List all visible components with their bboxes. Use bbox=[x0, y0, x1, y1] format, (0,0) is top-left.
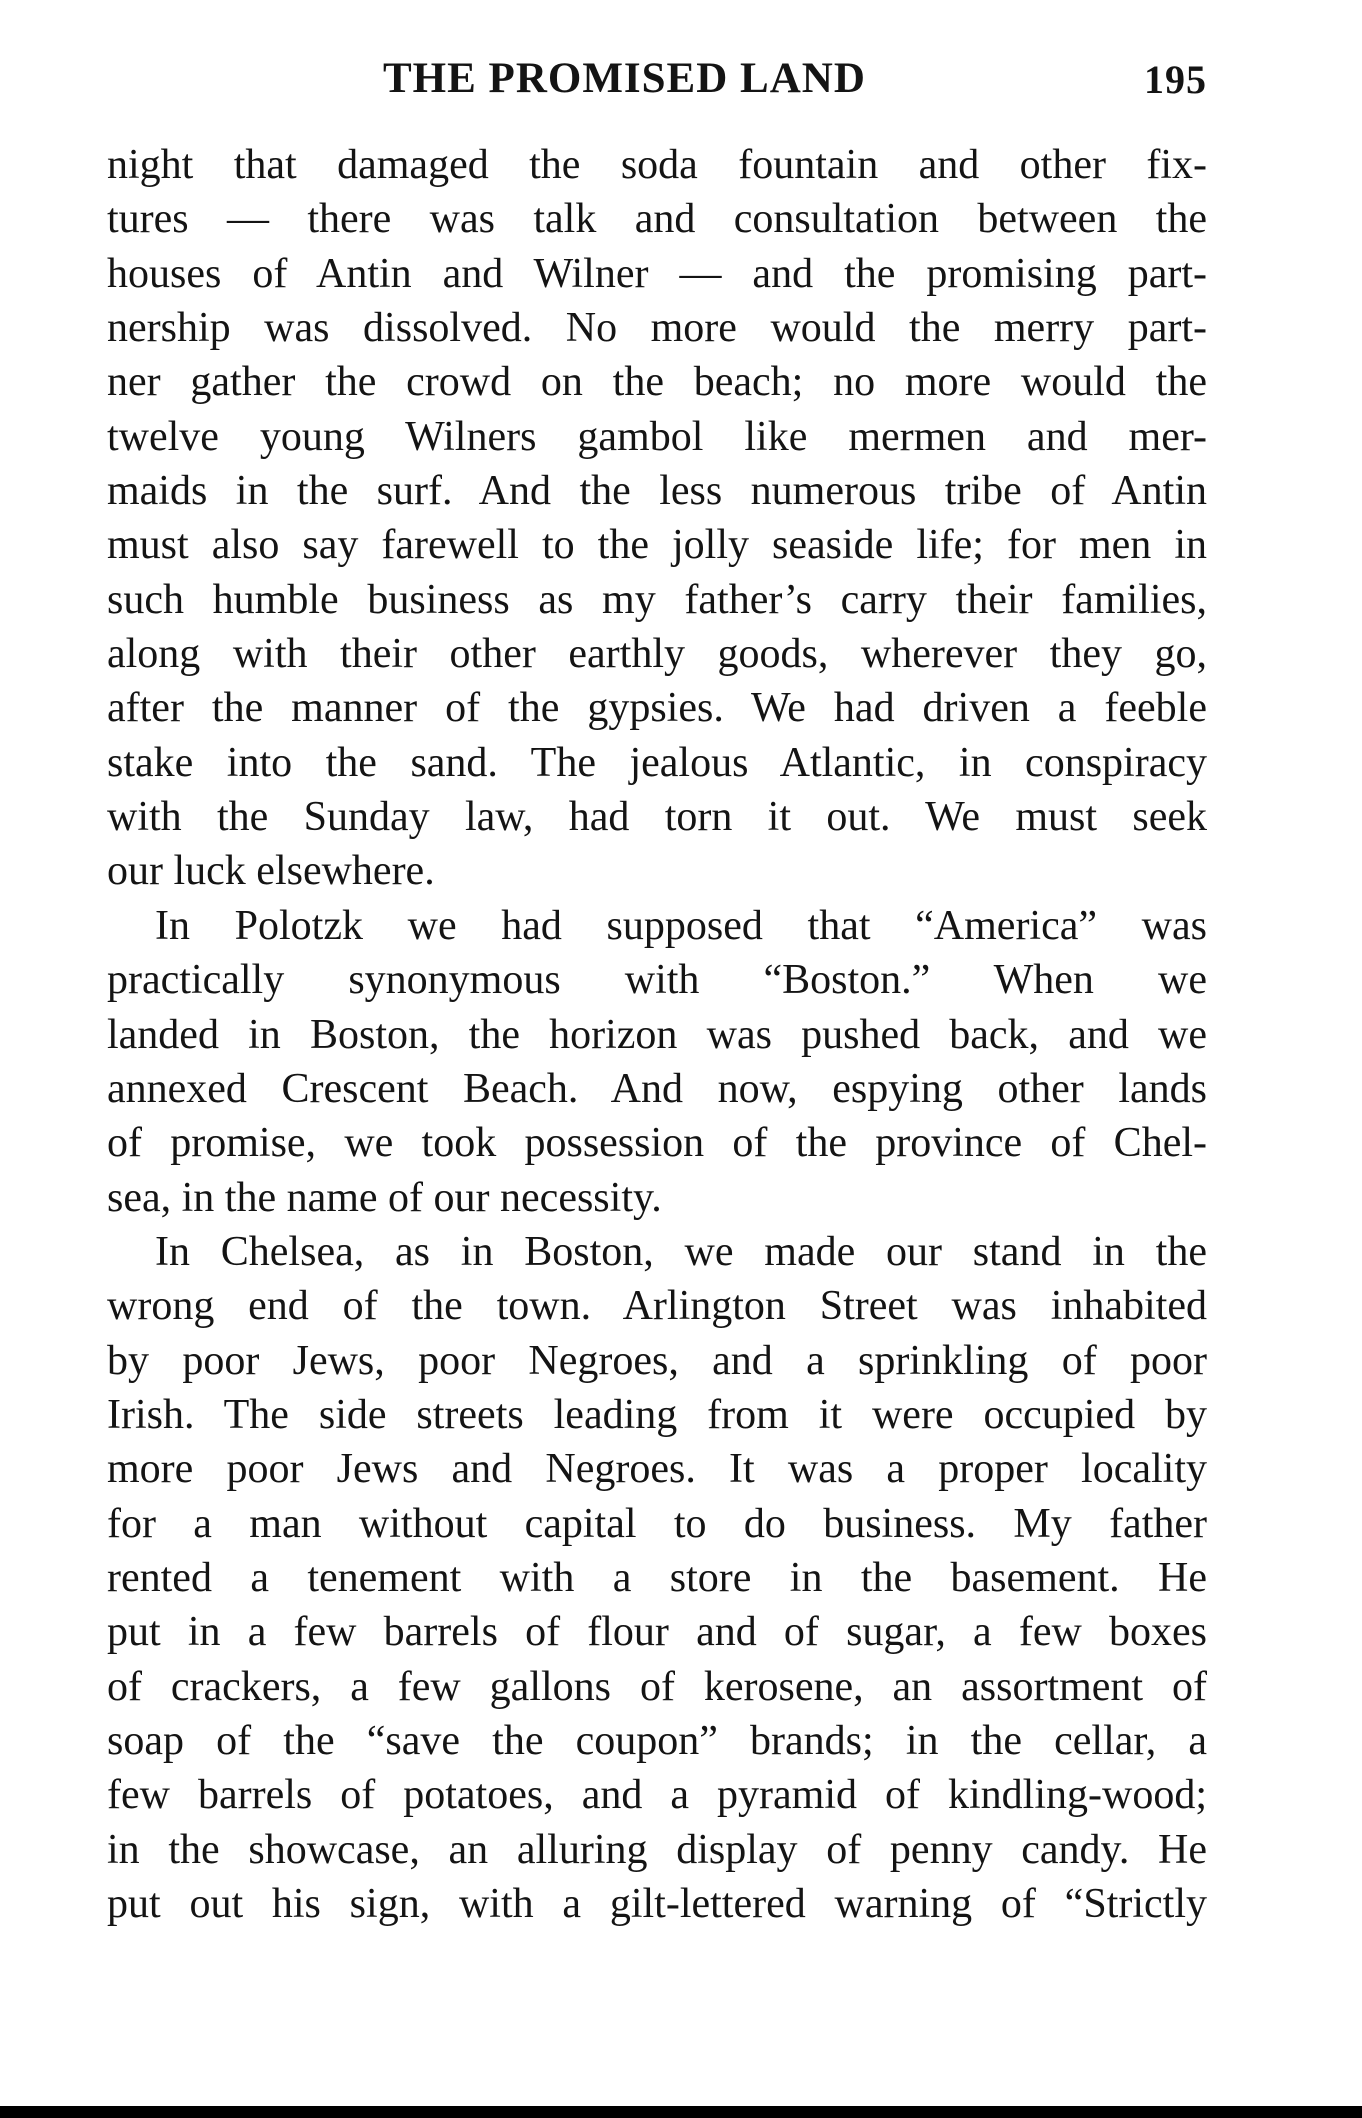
text-line: wrong end of the town. Arlington Street was inhabited bbox=[107, 1283, 1207, 1330]
text-line: tures — there was talk and consultation between the bbox=[107, 196, 1207, 243]
text-line: landed in Boston, the horizon was pushed back, and we bbox=[107, 1011, 1207, 1058]
text-line: nership was dissolved. No more would the merry part- bbox=[107, 305, 1207, 352]
text-line: soap of the “save the coupon” brands; in the cellar, a bbox=[107, 1717, 1207, 1764]
text-line: with the Sunday law, had torn it out. We must seek bbox=[107, 794, 1207, 841]
paragraph-2 bbox=[107, 899, 1207, 1225]
text-line: of promise, we took possession of the province of Chel- bbox=[107, 1120, 1207, 1167]
running-title: THE PROMISED LAND bbox=[383, 55, 866, 102]
text-line: houses of Antin and Wilner — and the promising part- bbox=[107, 250, 1207, 297]
text-line: ner gather the crowd on the beach; no more would the bbox=[107, 359, 1207, 406]
text-line: sea, in the name of our necessity. bbox=[107, 1174, 662, 1221]
text-line: rented a tenement with a store in the basement. He bbox=[107, 1554, 1207, 1601]
text-line: put out his sign, with a gilt-lettered warning of “Strictly bbox=[107, 1881, 1207, 1927]
text-line: such humble business as my father’s carry their families, bbox=[107, 576, 1207, 623]
text-line: night that damaged the soda fountain and other fix- bbox=[107, 142, 1207, 188]
text-line: of crackers, a few gallons of kerosene, an assortment of bbox=[107, 1663, 1207, 1710]
body-text bbox=[107, 138, 1207, 1931]
text-line: by poor Jews, poor Negroes, and a sprinkling of poor bbox=[107, 1337, 1207, 1384]
text-line: maids in the surf. And the less numerous tribe of Antin bbox=[107, 468, 1207, 515]
text-line: In Polotzk we had supposed that “America” was bbox=[155, 902, 1207, 949]
text-line: in the showcase, an alluring display of penny candy. He bbox=[107, 1826, 1207, 1873]
scan-border bbox=[0, 2106, 1362, 2118]
text-line: practically synonymous with “Boston.” When we bbox=[107, 957, 1207, 1004]
text-line: put in a few barrels of flour and of sugar, a few boxes bbox=[107, 1609, 1207, 1656]
paragraph-3 bbox=[107, 1225, 1207, 1931]
text-line: In Chelsea, as in Boston, we made our stand in the bbox=[155, 1228, 1207, 1275]
text-line: Irish. The side streets leading from it were occupied by bbox=[107, 1391, 1207, 1438]
text-line: after the manner of the gypsies. We had driven a feeble bbox=[107, 685, 1207, 732]
running-head bbox=[107, 54, 1207, 114]
page-number: 195 bbox=[1144, 57, 1207, 102]
paragraph-1 bbox=[107, 138, 1207, 899]
text-line: for a man without capital to do business. My father bbox=[107, 1500, 1207, 1547]
text-line: our luck elsewhere. bbox=[107, 848, 435, 895]
text-line: few barrels of potatoes, and a pyramid of kindling-wood; bbox=[107, 1772, 1207, 1819]
text-line: annexed Crescent Beach. And now, espying other lands bbox=[107, 1065, 1207, 1112]
text-line: twelve young Wilners gambol like mermen and mer- bbox=[107, 413, 1207, 460]
text-line: along with their other earthly goods, wherever they go, bbox=[107, 631, 1207, 678]
text-line: more poor Jews and Negroes. It was a proper locality bbox=[107, 1446, 1207, 1493]
text-line: must also say farewell to the jolly seaside life; for men in bbox=[107, 522, 1207, 569]
text-line: stake into the sand. The jealous Atlantic, in conspiracy bbox=[107, 739, 1207, 786]
